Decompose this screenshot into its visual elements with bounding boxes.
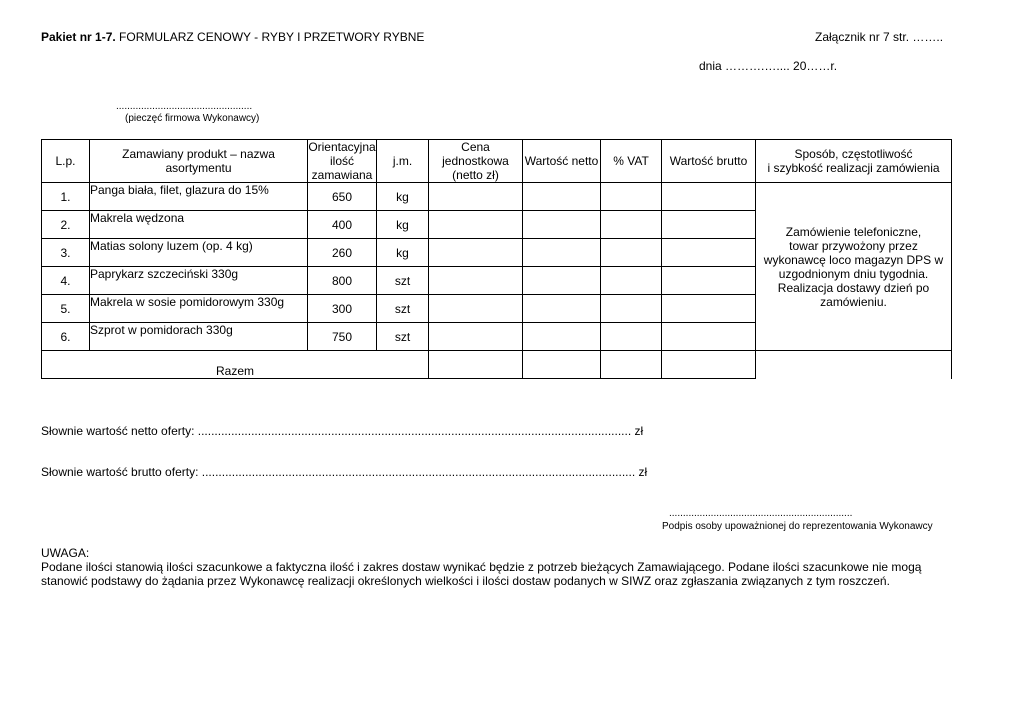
total-unit-price-cell[interactable] <box>429 351 523 379</box>
row-gross-value-cell[interactable] <box>662 183 756 211</box>
row-unit: szt <box>377 295 429 323</box>
row-net-value-cell[interactable] <box>523 239 601 267</box>
row-vat-cell[interactable] <box>601 295 662 323</box>
total-empty-cell <box>756 351 952 379</box>
header-unit: j.m. <box>377 140 429 183</box>
stamp-dots: ................................................. <box>116 101 253 112</box>
row-vat-cell[interactable] <box>601 239 662 267</box>
row-unit-price-cell[interactable] <box>429 323 523 351</box>
stamp-label: (pieczęć firmowa Wykonawcy) <box>125 113 260 124</box>
header-net-value: Wartość netto <box>523 140 601 183</box>
table-header-row <box>42 140 952 183</box>
date-line: dnia ……….….... 20……r. <box>699 59 838 73</box>
header-price-line3: (netto zł) <box>452 168 499 182</box>
row-unit: szt <box>377 267 429 295</box>
note-line: zamówieniu. <box>820 294 887 309</box>
row-unit: szt <box>377 323 429 351</box>
row-unit: kg <box>377 211 429 239</box>
row-product: Matias solony luzem (op. 4 kg) <box>90 239 308 267</box>
header-method-line1: Sposób, częstotliwość <box>794 147 913 161</box>
row-gross-value-cell[interactable] <box>662 239 756 267</box>
total-row <box>42 351 952 379</box>
note-line: wykonawcę loco magazyn DPS w <box>763 252 944 267</box>
row-quantity: 800 <box>308 267 377 295</box>
delivery-method-note <box>756 183 952 351</box>
note-line: Realizacja dostawy dzień po <box>777 280 930 295</box>
header-price-line2: jednostkowa <box>442 154 509 168</box>
header-product <box>90 140 308 183</box>
row-vat-cell[interactable] <box>601 183 662 211</box>
header-quantity-line1: Orientacyjna <box>308 140 376 154</box>
net-value-in-words: Słownie wartość netto oferty: .................................................................................................................................. zł <box>41 424 644 438</box>
row-net-value-cell[interactable] <box>523 295 601 323</box>
row-product: Szprot w pomidorach 330g <box>90 323 308 351</box>
row-gross-value-cell[interactable] <box>662 267 756 295</box>
total-label: Razem <box>42 351 429 379</box>
row-vat-cell[interactable] <box>601 323 662 351</box>
header-vat: % VAT <box>601 140 662 183</box>
gross-value-in-words: Słownie wartość brutto oferty: .................................................................................................................................. zł <box>41 465 648 479</box>
row-lp: 4. <box>42 267 90 295</box>
row-lp: 3. <box>42 239 90 267</box>
note-line: Zamówienie telefoniczne, <box>785 224 922 239</box>
header-gross-value: Wartość brutto <box>662 140 756 183</box>
remark-title: UWAGA: <box>41 546 90 560</box>
table-row <box>42 183 952 211</box>
row-net-value-cell[interactable] <box>523 323 601 351</box>
title-package: Pakiet nr 1-7. <box>41 30 116 44</box>
total-net-value-cell[interactable] <box>523 351 601 379</box>
header-quantity <box>308 140 377 183</box>
header-method <box>756 140 952 183</box>
row-gross-value-cell[interactable] <box>662 323 756 351</box>
row-unit-price-cell[interactable] <box>429 211 523 239</box>
row-product: Makrela wędzona <box>90 211 308 239</box>
header-price-line1: Cena <box>461 140 490 154</box>
row-unit-price-cell[interactable] <box>429 267 523 295</box>
row-lp: 5. <box>42 295 90 323</box>
row-lp: 6. <box>42 323 90 351</box>
note-line: towar przywożony przez <box>789 238 918 253</box>
row-gross-value-cell[interactable] <box>662 211 756 239</box>
row-net-value-cell[interactable] <box>523 211 601 239</box>
row-quantity: 300 <box>308 295 377 323</box>
total-vat-cell[interactable] <box>601 351 662 379</box>
row-net-value-cell[interactable] <box>523 183 601 211</box>
price-table <box>41 139 952 379</box>
row-net-value-cell[interactable] <box>523 267 601 295</box>
remark-line2: stanowić podstawy do żądania przez Wykonawcę realizacji określonych wielkości i ilości dostaw podanych w SIWZ oraz zgłaszania związanych z tym roszczeń. <box>41 574 890 588</box>
row-lp: 1. <box>42 183 90 211</box>
document-title <box>41 30 424 44</box>
row-product: Panga biała, filet, glazura do 15% <box>90 183 308 211</box>
row-unit: kg <box>377 183 429 211</box>
attachment-label: Załącznik nr 7 str. …….. <box>815 30 944 44</box>
row-product: Paprykarz szczeciński 330g <box>90 267 308 295</box>
note-line: uzgodnionym dniu tygodnia. <box>778 266 929 281</box>
title-text: FORMULARZ CENOWY - RYBY I PRZETWORY RYBNE <box>115 30 425 44</box>
row-quantity: 260 <box>308 239 377 267</box>
row-lp: 2. <box>42 211 90 239</box>
header-quantity-line3: zamawiana <box>311 168 373 182</box>
signature-dots: .................................................................. <box>669 508 853 519</box>
row-vat-cell[interactable] <box>601 267 662 295</box>
row-quantity: 750 <box>308 323 377 351</box>
row-vat-cell[interactable] <box>601 211 662 239</box>
header-lp: L.p. <box>42 140 90 183</box>
row-quantity: 650 <box>308 183 377 211</box>
header-method-line2: i szybkość realizacji zamówienia <box>767 161 940 175</box>
signature-label: Podpis osoby upoważnionej do reprezentowania Wykonawcy <box>662 521 933 532</box>
total-gross-value-cell[interactable] <box>662 351 756 379</box>
remark-line1: Podane ilości stanowią ilości szacunkowe a faktyczna ilość i zakres dostaw wynikać będzie z potrzeb bieżących Zamawiającego. Podane ilości szacunkowe nie mogą <box>41 560 922 574</box>
header-product-text: Zamawiany produkt – nazwa asortymentu <box>122 147 275 175</box>
row-quantity: 400 <box>308 211 377 239</box>
row-gross-value-cell[interactable] <box>662 295 756 323</box>
header-unit-price <box>429 140 523 183</box>
row-unit-price-cell[interactable] <box>429 183 523 211</box>
row-product: Makrela w sosie pomidorowym 330g <box>90 295 308 323</box>
header-quantity-line2: ilość <box>329 154 354 168</box>
row-unit-price-cell[interactable] <box>429 239 523 267</box>
row-unit: kg <box>377 239 429 267</box>
row-unit-price-cell[interactable] <box>429 295 523 323</box>
